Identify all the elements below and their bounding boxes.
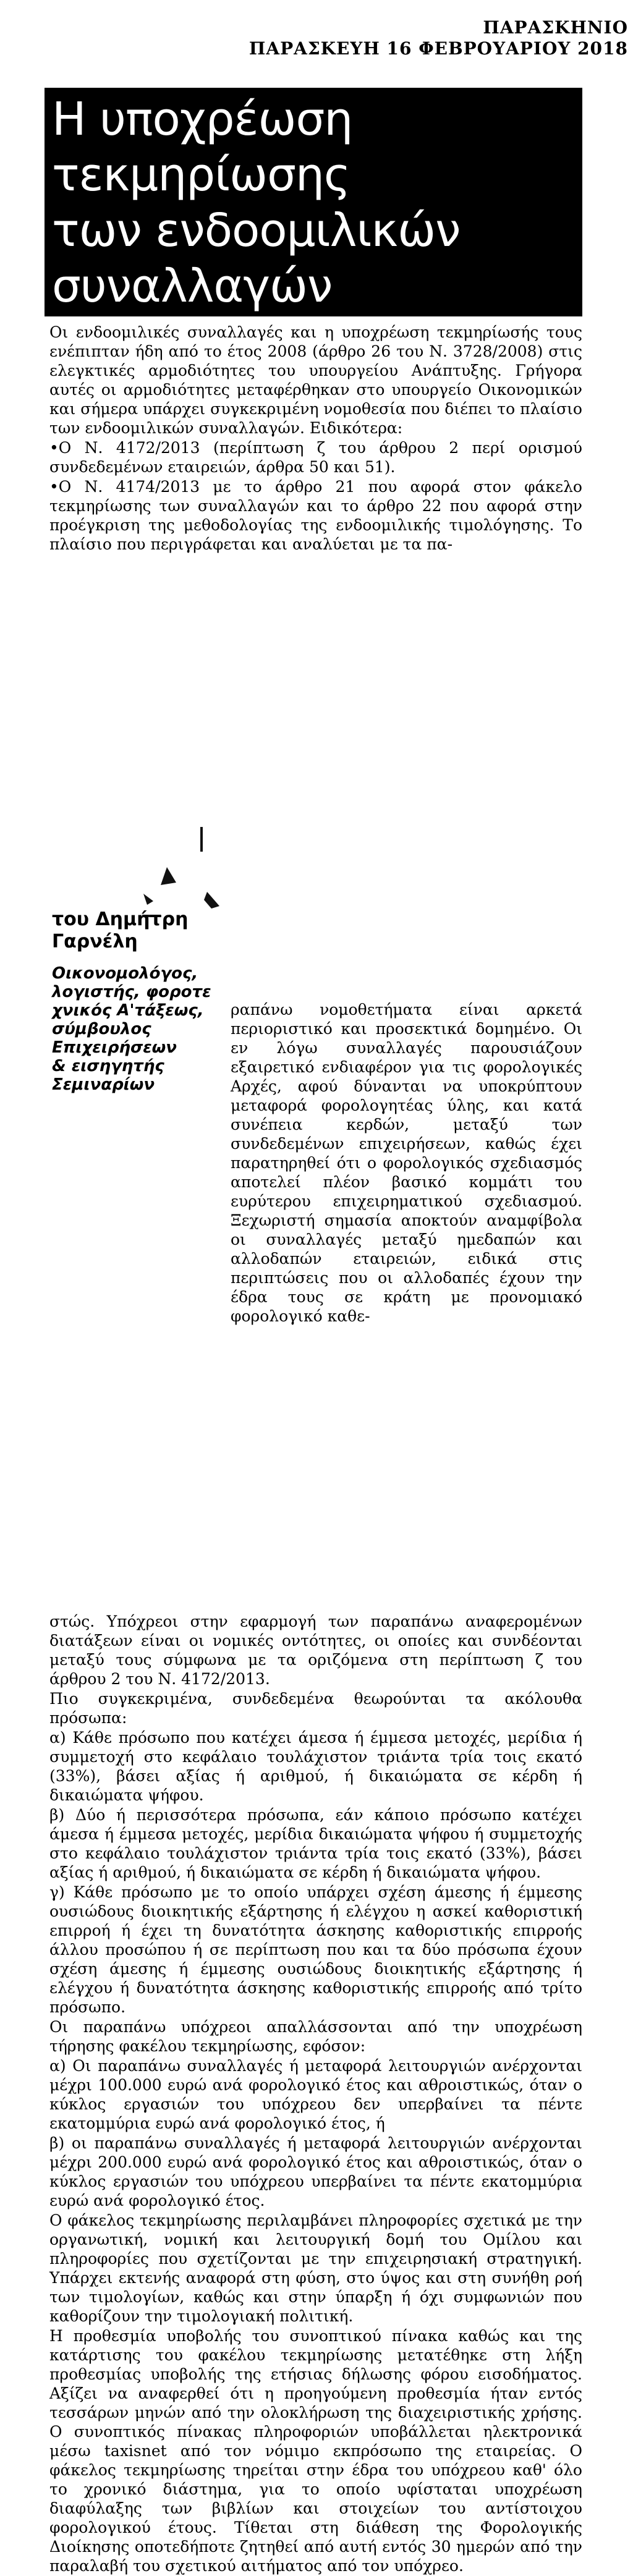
photo-speck <box>204 892 219 909</box>
headline-line-3: των ενδοομιλικών <box>52 204 461 257</box>
photo-speck <box>161 867 176 885</box>
body-paragraph-8: β) οι παραπάνω συναλλαγές ή μεταφορά λειτουργιών ανέρχονται μέχρι 200.000 ευρώ ανά φορολογικό έτος και αθροιστικώς, όταν ο κύκλος εργασιών του υπόχρεου υπερβαίνει τα πέντε εκατομμύρια ευρώ ανά φορολογικό έτος. <box>49 2134 582 2210</box>
body-paragraph-6: Οι παραπάνω υπόχρεοι απαλλάσσονται από την υποχρέωση τήρησης φακέλου τεκμηρίωσης, εφόσον: <box>49 2018 582 2055</box>
author-role: Οικονομολόγος, λογιστής, φοροτε χνικός Α'τάξεως, σύμβουλος Επιχειρήσεων & εισηγητής Σεμιναρίων <box>52 964 211 1094</box>
article-body <box>49 1612 582 2576</box>
headline-block <box>45 88 582 316</box>
author-name-line-2: Γαρνέλη <box>52 931 138 952</box>
body-paragraph-5: γ) Κάθε πρόσωπο με το οποίο υπάρχει σχέση άμεσης ή έμμεσης ουσιώδους διοικητικής εξάρτησης ή ελέγχου η ασκεί καθοριστική επιρροή ή έχει τη δυνατότητα άσκησης καθοριστικής επιρροής άλλου προσώπου ή σε περίπτωση που και τα δύο πρόσωπα έχουν σχέση άμεσης ή έμμεσης ουσιώδους διοικητικής εξάρτησης ή ελέγχου ή δυνατότητα άσκησης καθοριστικής επιρροής από τρίτο πρόσωπο. <box>49 1883 582 2016</box>
author-name-line-1: του Δημήτρη <box>52 909 189 930</box>
body-paragraph-7: α) Οι παραπάνω συναλλαγές ή μεταφορά λειτουργιών ανέρχονται μέχρι 100.000 ευρώ ανά φορολογικό έτος και αθροιστικώς, όταν ο κύκλος εργασιών του υπόχρεου δεν υπερβαίνει τα πέντε εκατομμύρια ευρώ ανά φορολογικό έτος, ή <box>49 2057 582 2132</box>
law-bullet-1: •Ο Ν. 4172/2013 (περίπτωση ζ του άρθρου 2 περί ορισμού συνδεδεμένων εταιρειών, άρθρα 50 και 51). <box>49 439 582 476</box>
body-paragraph-10: Η προθεσμία υποβολής του συνοπτικού πίνακα καθώς και της κατάρτισης του φακέλου τεκμηρίωσης μετατέθηκε στη λήξη προθεσμίας υποβολής της ετήσιας δήλωσης φόρου εισοδήματος. Αξίζει να αναφερθεί ότι η προηγούμενη προθεσμία ήταν εντός τεσσάρων μηνών από την ολοκλήρωση της διαχειριστικής χρήσης. Ο συνοπτικός πίνακας πληροφοριών υποβάλλεται ηλεκτρονικά μέσω taxisnet από τον νόμιμο εκπρόσωπο της εταιρείας. Ο φάκελος τεκμηρίωσης τηρείται στην έδρα του υπόχρεου καθ' όλο το χρονικό διάστημα, για το οποίο υφίσταται υποχρέωση διαφύλαξης των βιβλίων και στοιχείων του αντίστοιχου φορολογικού έτους. Τίθεται στη διάθεση της Φορολογικής Διοίκησης οποτεδήποτε ζητηθεί από αυτή εντός 30 ημερών από την παραλαβή του σχετικού αιτήματος από τον υπόχρεο. <box>49 2327 582 2575</box>
law-bullet-2: •Ο Ν. 4174/2013 με το άρθρο 21 που αφορά στον φάκελο τεκμηρίωσης των συναλλαγών και το άρθρο 22 που αφορά στην προέγκριση της μεθοδολογίας της ενδοομιλικής τιμολόγησης. Το πλαίσιο που περιγράφεται και αναλύεται με τα πα- <box>49 478 582 553</box>
headline <box>45 88 582 318</box>
body-paragraph-9: Ο φάκελος τεκμηρίωσης περιλαμβάνει πληροφορίες σχετικά με την οργανωτική, νομική και λειτουργική δομή του Ομίλου και πληροφορίες που σχετίζονται με την επιχειρησιακή στρατηγική. Υπάρχει εκτενής αναφορά στη φύση, στο ύψος και στη συνήθη ροή των τιμολογίων, καθώς και στην ύπαρξη ή όχι συμφωνιών που καθορίζουν την τιμολογιακή πολιτική. <box>49 2211 582 2325</box>
author-byline <box>52 909 231 1094</box>
body-paragraph-4: β) Δύο ή περισσότερα πρόσωπα, εάν κάποιο πρόσωπο κατέχει άμεσα ή έμμεσα μετοχές, μερίδια δικαιώματα ψήφου ή συμμετοχής στο κεφάλαιο τουλάχιστον τριάντα τρία τοις εκατό (33%), βάσει αξίας ή αριθμού, ή δικαιώματα σε κέρδη ή δικαιώματα ψήφου. <box>49 1806 582 1881</box>
wrapped-column <box>231 1000 582 1326</box>
article-intro <box>49 323 582 554</box>
wrapped-paragraph: ραπάνω νομοθετήματα είναι αρκετά περιοριστικό και προσεκτικά δομημένο. Οι εν λόγω συναλλαγές παρουσιάζουν εξαιρετικό ενδιαφέρον για τις φορολογικές Αρχές, αφού δύνανται να υποκρύπτουν μεταφορά φορολογητέας ύλης, και κατά συνέπεια κερδών, μεταξύ των συνδεδεμένων επιχειρήσεων, καθώς έχει παρατηρηθεί ότι ο φορολογικός σχεδιασμός αποτελεί πλέον βασικό κομμάτι του ευρύτερου επιχειρηματικού σχεδιασμού. Ξεχωριστή σημασία αποκτούν αναμφίβολα οι συναλλαγές μεταξύ ημεδαπών και αλλοδαπών εταιρειών, ειδικά στις περιπτώσεις που οι αλλοδαπές έχουν την έδρα τους σε κράτη με προνομιακό φορολογικό καθε- <box>231 1001 582 1325</box>
headline-line-4: συναλλαγών <box>52 260 333 313</box>
page-header <box>249 17 628 59</box>
intro-paragraph: Οι ενδοομιλικές συναλλαγές και η υποχρέωση τεκμηρίωσής τους ενέπιπταν ήδη από το έτος 2008 (άρθρο 26 του Ν. 3728/2008) στις ελεγκτικές αρμοδιότητες του υπουργείου Ανάπτυξης. Γρήγορα αυτές οι αρμοδιότητες μεταφέρθηκαν στο υπουργείο Οικονομικών και σήμερα υπάρχει συγκεκριμένη νομοθεσία που διέπει το πλαίσιο των ενδοομιλικών συναλλαγών. Ειδικότερα: <box>49 323 582 437</box>
headline-line-1: Η υποχρέωση <box>52 93 353 146</box>
body-paragraph-2: Πιο συγκεκριμένα, συνδεδεμένα θεωρούνται τα ακόλουθα πρόσωπα: <box>49 1690 582 1727</box>
photo-speck <box>200 827 203 852</box>
issue-date: ΠΑΡΑΣΚΕΥΗ 16 ΦΕΒΡΟΥΑΡΙΟΥ 2018 <box>249 38 628 59</box>
section-label: ΠΑΡΑΣΚΗΝΙΟ <box>483 17 628 38</box>
body-paragraph-3: α) Κάθε πρόσωπο που κατέχει άμεσα ή έμμεσα μετοχές, μερίδια ή συμμετοχή στο κεφάλαιο τουλάχιστον τριάντα τρία τοις εκατό (33%), βάσει αξίας ή αριθμού, ή δικαιώματα σε κέρδη ή δικαιώματα ψήφου. <box>49 1729 582 1804</box>
body-paragraph-1: στώς. Υπόχρεοι στην εφαρμογή των παραπάνω αναφερομένων διατάξεων είναι οι νομικές οντότητες, οι οποίες και συνδέονται μεταξύ τους σύμφωνα με τα οριζόμενα στη περίπτωση ζ του άρθρου 2 του Ν. 4172/2013. <box>49 1612 582 1688</box>
headline-line-2: τεκμηρίωσης <box>52 148 350 201</box>
photo-speck <box>143 894 153 905</box>
